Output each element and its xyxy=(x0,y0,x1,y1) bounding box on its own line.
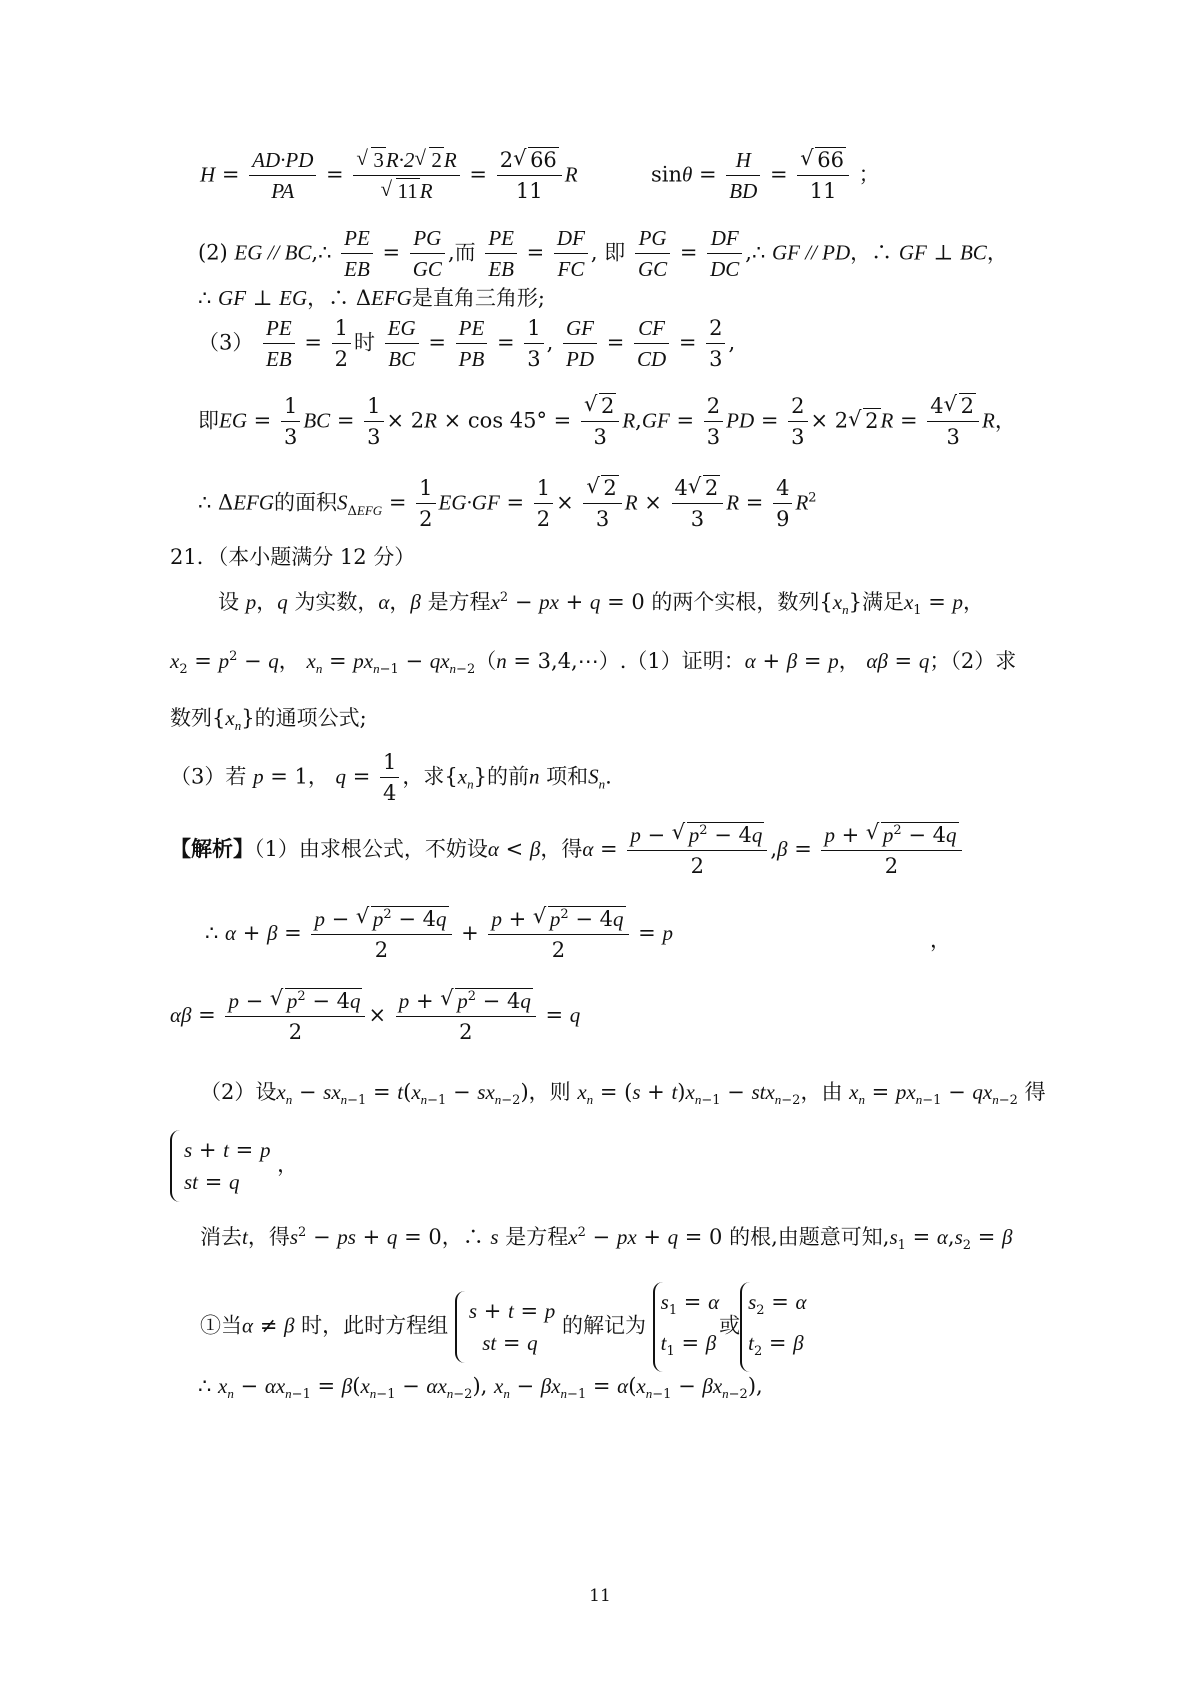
product-of-roots-line: αβ = $\frac{p - √ p^2 - 4q}{2}$ × $\frac{p + √ p^2 - 4q}{2}$ = q xyxy=(170,990,580,1043)
problem-statement-3: 数列$\{x_n\}$的通项公式; xyxy=(170,706,367,734)
solution-line-1: 【解析】（1）由求根公式，不妨设α < β，得α = $\frac{p - √ p^2 - 4q}{2}$ ,β = $\frac{p + √ p^2 - 4q}{2}$ xyxy=(170,824,965,877)
part3-ratio-line: （3） $\frac{PE}{EB}$ = $\frac{1}{2}$ 时 $\frac{EG}{BC}$ = $\frac{PE}{PB}$ = $\frac{1}{3}$ , $\frac{GF}{PD}$ = $\frac{CF}{CD}$ = $\frac{2}{3}$ , xyxy=(198,316,736,371)
solution-tag: 【解析】 xyxy=(170,836,254,861)
sum-of-roots-line: ∴ α + β = $\frac{p - √ p^2 - 4q}{2}$ + $\frac{p + √ p^2 - 4q}{2}$ = p xyxy=(205,908,673,961)
eliminate-t-line: 消去t，得$s^2$ − ps + q = 0，∴ s 是方程$x^2$ − px + q = 0 的根,由题意可知$,s_1 = \alpha,s_2 = \beta$ xyxy=(200,1225,1013,1254)
right-triangle-line: ∴ GF ⊥ EG，∴ ΔEFG是直角三角形; xyxy=(198,286,545,310)
trailing-comma: ， xyxy=(930,928,951,952)
problem-statement-1: 设 p，q 为实数，α，β 是方程$x^2$ − px + q = 0 的两个实根，数列$\{x_n\}$满足$x_1 = p$， xyxy=(218,590,985,619)
recurrence-line: ∴ $x_n - \alpha x_{n-1} = \beta(x_{n-1} - \alpha x_{n-2})$, $x_n - \beta x_{n-1} = \alpha(x_{n-1} - \beta x_{n-2})$, xyxy=(198,1374,763,1403)
area-line: ∴ ΔEFG的面积$S_{\Delta EFG}$ = $\frac{1}{2}$ EG·GF = $\frac{1}{2}$ × √ $\frac{2}{3}$ R × $\frac{4√ 2}{3}$ R = $\frac{4}{9}$ $R^2$ xyxy=(198,478,817,530)
page-number: 11 xyxy=(589,1586,611,1606)
system-st-line: s + t = p st = q ， xyxy=(170,1130,298,1202)
EG-GF-values-line: 即EG = $\frac{1}{3}$ BC = $\frac{1}{3}$ × 2R × cos 45° = √ $\frac{2}{3}$ R,GF = $\frac{2}{3}$ PD = $\frac{2}{3}$ × 2√ 2R = $\frac{4√ 2}{3}$ R， xyxy=(198,396,1016,448)
part2-proof-line: (2) EG // BC,∴ $\frac{PE}{EB}$ = $\frac{PG}{GC}$ ,而 $\frac{PE}{EB}$ = $\frac{DF}{FC}$ , 即 $\frac{PG}{GC}$ = $\frac{DF}{DC}$ ,∴ GF // PD，∴ GF ⊥ BC， xyxy=(198,226,1008,281)
problem-statement-2: $x_2 = p^2 - q$， $x_n = px_{n-1} - qx_{n-2}(n$ = 3,4,⋯）.（1）证明：α + β = p， αβ = q；（2）求 xyxy=(170,649,1017,678)
problem-statement-4: （3）若 p = 1， q = $\frac{1}{4}$ ，求$\{x_n\}$的前n 项和$S_n$. xyxy=(170,750,612,805)
solution-part2-line: （2）设$x_n - sx_{n-1} = t(x_{n-1} - sx_{n-2})$，则 $x_n = (s + t)x_{n-1} - stx_{n-2}$，由 $x_n = px_{n-1} - qx_{n-2}$ 得 xyxy=(200,1080,1046,1109)
problem-21-header: 21．（本小题满分 12 分） xyxy=(170,545,416,569)
formula-H: H = $\frac{AD\cdot PD}{PA}$ = √ 3R·2√ 2R √ 11R = $\frac{2√ 66}{11}$ R sinθ = $\frac{H}{BD}$ = √ $\frac{66}{11}$ ； xyxy=(200,150,880,202)
case1-line: ①当α ≠ β 时，此时方程组 s + t = p st = q 的解记为 $s_1 = \alpha$ $t_1 = \beta$ 或 $s_2 = \alpha$ $t_2 = \beta$ xyxy=(200,1282,807,1372)
